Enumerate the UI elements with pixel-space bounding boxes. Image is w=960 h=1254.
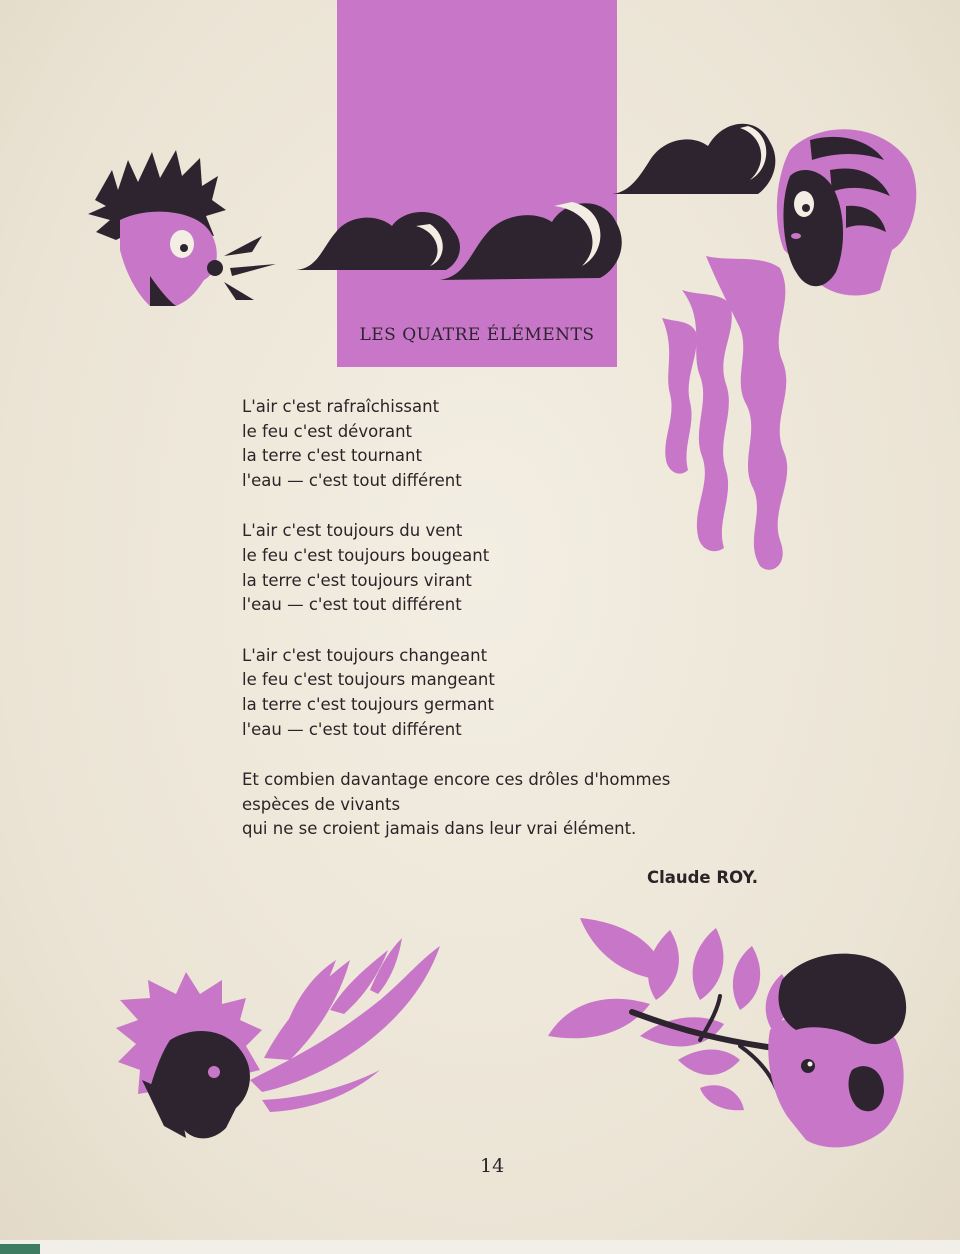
poem-title: LES QUATRE ÉLÉMENTS [359,325,595,345]
poem-line: l'eau — c'est tout différent [242,719,462,739]
stanza-1 [242,395,802,493]
cloud-right [612,124,775,194]
poem-line: le feu c'est toujours mangeant [242,670,495,690]
poem-line: la terre c'est toujours germant [242,694,494,714]
earth-child-illustration [548,918,906,1147]
poem-line: L'air c'est toujours du vent [242,521,463,541]
poem-line: l'eau — c'est tout différent [242,470,462,490]
poem-line: L'air c'est toujours changeant [242,645,488,665]
scan-edge-mark [0,1244,40,1254]
stanza-2 [242,519,802,617]
fire-child-illustration [116,938,440,1138]
stanza-3 [242,644,802,742]
wind-child-illustration [88,150,276,306]
poem-body [242,395,802,868]
poem-line: L'air c'est rafraîchissant [242,397,440,416]
poem-line: le feu c'est dévorant [242,421,413,441]
poem-line: la terre c'est toujours virant [242,570,472,590]
scan-edge [0,1240,960,1254]
poem-line: la terre c'est tournant [242,446,422,466]
poem-line: Et combien davantage encore ces drôles d'hommes [242,770,671,790]
poem-line: l'eau — c'est tout différent [242,595,462,615]
author-signature: Claude ROY. [646,868,758,887]
page-number: 14 [480,1155,505,1177]
cloud-middle [440,202,622,280]
poem-line: qui ne se croient jamais dans leur vrai élément. [242,819,637,839]
poem-line: le feu c'est toujours bougeant [242,545,490,565]
cloud-left [296,212,460,270]
poem-line: espèces de vivants [242,794,401,814]
stanza-4 [242,768,802,842]
